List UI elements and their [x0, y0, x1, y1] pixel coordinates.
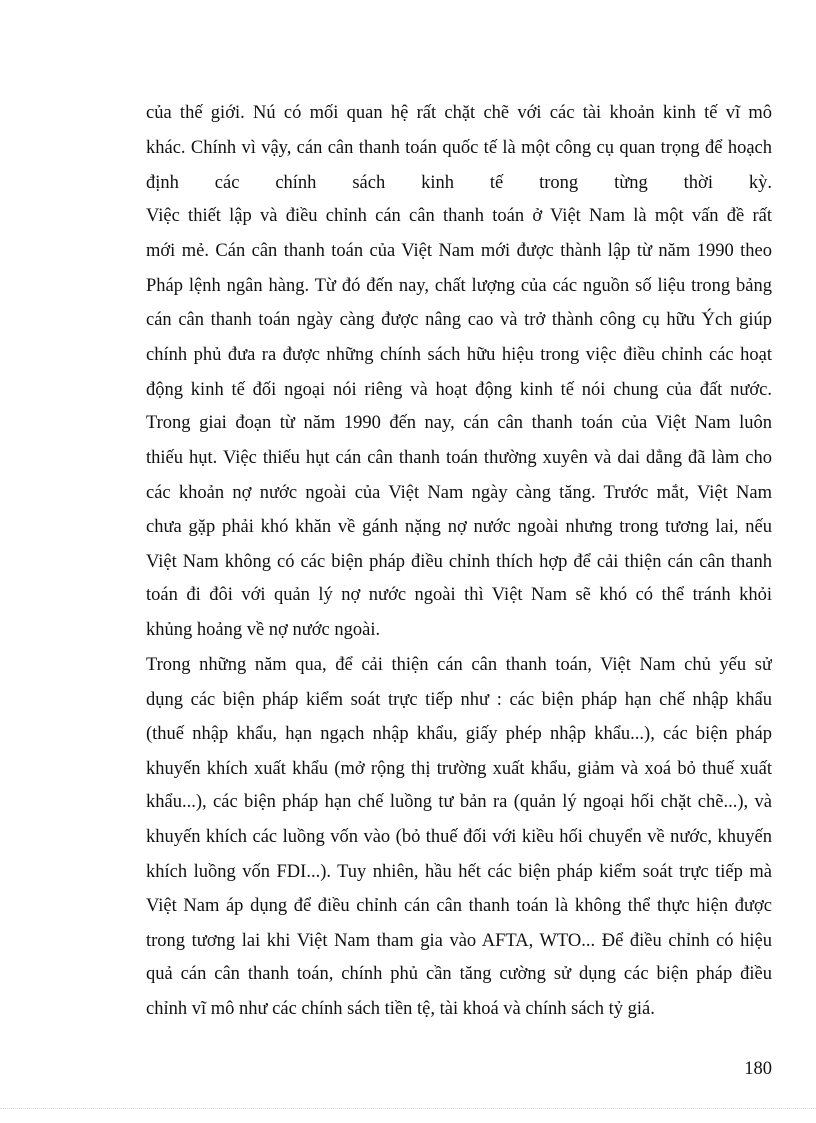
text-line: Việc thiết lập và điều chỉnh cán cân thanh toán ở Việt Nam là một vấn đề rất: [146, 206, 772, 226]
text-line: thiếu hụt. Việc thiếu hụt cán cân thanh toán thường xuyên và dai dẳng đã làm cho: [146, 448, 772, 468]
text-line: Trong giai đoạn từ năm 1990 đến nay, cán cân thanh toán của Việt Nam luôn: [146, 413, 772, 433]
text-line: mới mẻ. Cán cân thanh toán của Việt Nam mới được thành lập từ năm 1990 theo: [146, 241, 772, 261]
text-line: khủng hoảng về nợ nước ngoài.: [146, 620, 381, 640]
text-line: (thuế nhập khẩu, hạn ngạch nhập khẩu, giấy phép nhập khẩu...), các biện pháp: [146, 724, 772, 744]
text-line: toán đi đôi với quản lý nợ nước ngoài thì Việt Nam sẽ khó có thể tránh khỏi: [146, 585, 772, 605]
text-line: Pháp lệnh ngân hàng. Từ đó đến nay, chất lượng của các nguồn số liệu trong bảng: [146, 276, 772, 296]
text-line: chưa gặp phải khó khăn về gánh nặng nợ nước ngoài nhưng trong tương lai, nếu: [146, 517, 772, 537]
text-line: Việt Nam không có các biện pháp điều chỉnh thích hợp để cải thiện cán cân thanh: [146, 552, 772, 572]
text-line: định các chính sách kinh tế trong từng thời kỳ.: [146, 173, 772, 193]
text-line: khác. Chính vì vậy, cán cân thanh toán quốc tế là một công cụ quan trọng để hoạch: [146, 138, 772, 158]
text-line: khẩu...), các biện pháp hạn chế luồng tư bản ra (quản lý ngoại hối chặt chẽ...), và: [146, 792, 772, 812]
text-line: cán cân thanh toán ngày càng được nâng cao và trở thành công cụ hữu Ých giúp: [146, 310, 772, 330]
page-number: 180: [744, 1059, 772, 1079]
text-line: động kinh tế đối ngoại nói riêng và hoạt động kinh tế nói chung của đất nước.: [146, 380, 772, 400]
text-line: chỉnh vĩ mô như các chính sách tiền tệ, tài khoá và chính sách tỷ giá.: [146, 999, 655, 1019]
text-line: dụng các biện pháp kiểm soát trực tiếp như : các biện pháp hạn chế nhập khẩu: [146, 690, 772, 710]
text-line: trong tương lai khi Việt Nam tham gia vào AFTA, WTO... Để điều chỉnh có hiệu: [146, 931, 772, 951]
page-bottom-rule: [0, 1108, 816, 1109]
text-line: của thế giới. Nú có mối quan hệ rất chặt chẽ với các tài khoản kinh tế vĩ mô: [146, 103, 772, 123]
text-line: quả cán cân thanh toán, chính phủ cần tăng cường sử dụng các biện pháp điều: [146, 964, 772, 984]
text-line: Việt Nam áp dụng để điều chỉnh cán cân thanh toán là không thể thực hiện được: [146, 896, 772, 916]
text-line: khích luồng vốn FDI...). Tuy nhiên, hầu hết các biện pháp kiểm soát trực tiếp mà: [146, 862, 772, 882]
text-line: khuyến khích xuất khẩu (mở rộng thị trường xuất khẩu, giảm và xoá bỏ thuế xuất: [146, 759, 772, 779]
text-line: chính phủ đưa ra được những chính sách hữu hiệu trong việc điều chỉnh các hoạt: [146, 345, 772, 365]
text-line: Trong những năm qua, để cải thiện cán cân thanh toán, Việt Nam chủ yếu sử: [146, 655, 772, 675]
text-line: các khoản nợ nước ngoài của Việt Nam ngày càng tăng. Trước mắt, Việt Nam: [146, 483, 772, 503]
text-line: khuyến khích các luồng vốn vào (bỏ thuế đối với kiều hối chuyển về nước, khuyến: [146, 827, 772, 847]
